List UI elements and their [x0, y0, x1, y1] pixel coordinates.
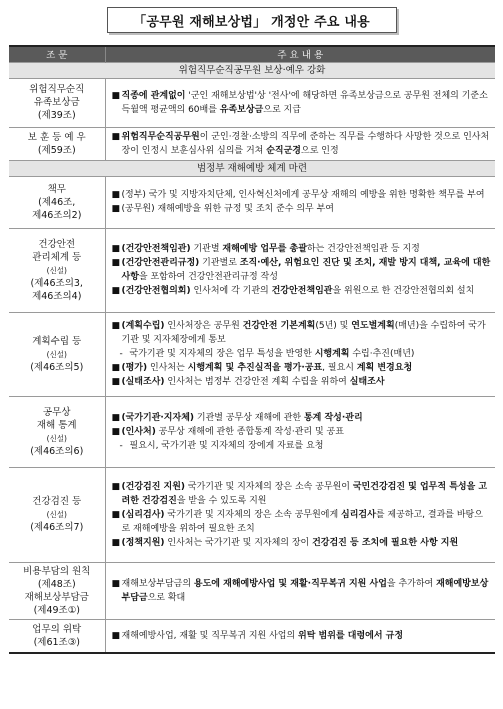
article-label-line: 보 훈 등 예 우 — [27, 131, 86, 143]
emphasis-text: 용도에 재해예방사업 및 재활·직무복귀 지원 사업 — [193, 578, 387, 589]
item-text — [122, 411, 492, 425]
square-bullet-icon: ■ — [111, 363, 121, 373]
plain-text: 을 포함하여 건강안전관리규정 작성 — [138, 272, 278, 282]
table-row — [9, 396, 495, 467]
table-row — [9, 228, 495, 312]
article-label-line: (제46조의3, — [30, 277, 83, 289]
bullet-item — [112, 629, 492, 643]
square-bullet-icon: ■ — [111, 578, 121, 589]
item-text — [122, 508, 492, 536]
plain-text: 공무상 재해에 관한 종합통계 작성·관리 및 공표 — [155, 426, 344, 437]
emphasis-text: 통계 작성·관리 — [303, 412, 363, 423]
emphasis-text: 건강검진 등 조치에 필요한 사항 지원 — [312, 537, 459, 548]
square-bullet-icon: ■ — [111, 204, 121, 214]
item-text — [122, 130, 492, 158]
emphasis-text: 계획 변경요청 — [356, 363, 413, 373]
article-label-line: (제39조) — [37, 110, 76, 121]
plain-text: (공무원) 재해예방을 위한 규정 및 조치 준수 의무 부여 — [121, 204, 334, 214]
article-cell — [9, 562, 105, 619]
article-label-line: (제46조의5) — [30, 361, 84, 373]
item-text — [122, 188, 492, 202]
emphasis-text: 재해예방보상부담금 — [121, 578, 489, 603]
article-label-line: 관리체계 등 — [32, 251, 82, 263]
emphasis-text: (건강안전책임관) — [121, 244, 191, 254]
article-label-line: 계획수립 등 — [32, 335, 82, 347]
article-label-line: (제49조①) — [33, 604, 80, 616]
emphasis-text: 위험직무순직공무원 — [121, 131, 200, 142]
article-label-line: 건강검진 등 — [32, 496, 82, 507]
plain-text: '군인 재해보상법'상 '전사'에 해당하면 유족보상금으로 공무원 전체의 기준소득월액 평균액의 60배를 — [121, 90, 488, 115]
content-cell — [105, 619, 495, 653]
article-cell — [9, 127, 105, 160]
square-bullet-icon: ■ — [111, 90, 121, 101]
content-cell — [105, 78, 495, 127]
square-bullet-icon: ■ — [111, 509, 121, 520]
header-content: 주 요 내 용 — [105, 46, 495, 62]
bullet-item — [112, 188, 492, 202]
item-text — [122, 425, 492, 439]
bullet-item — [112, 202, 492, 216]
table-row — [9, 467, 495, 562]
dash-marker: - — [119, 349, 123, 359]
content-cell — [105, 228, 495, 312]
square-bullet-icon: ■ — [111, 537, 121, 548]
article-cell — [9, 467, 105, 562]
plain-text: 국가기관 및 지자체의 장은 업무 특성을 반영한 — [129, 349, 315, 359]
article-label-line: 공무상 — [42, 406, 71, 418]
plain-text: 기관별 — [190, 244, 223, 254]
article-cell — [9, 228, 105, 312]
article-label-line: (제46조의7) — [30, 522, 84, 533]
plain-text: 으로 인정 — [301, 145, 339, 156]
bullet-item — [112, 284, 492, 298]
article-label-line: 제46조의2) — [32, 209, 82, 221]
emphasis-text: (심리검사) — [121, 509, 165, 520]
article-label-line: (신설) — [46, 433, 67, 443]
bullet-item — [112, 375, 492, 389]
plain-text: 국가기관 및 지자체의 장은 소속 공무원이 — [185, 481, 353, 492]
item-text — [122, 319, 492, 347]
square-bullet-icon: ■ — [111, 258, 121, 268]
emphasis-text: 실태조사 — [349, 377, 385, 387]
item-text — [122, 536, 492, 550]
square-bullet-icon: ■ — [111, 190, 121, 200]
article-cell — [9, 78, 105, 127]
item-text — [122, 361, 492, 375]
article-label-line: 비용부담의 원칙 — [23, 565, 91, 577]
table-body — [9, 62, 495, 653]
content-cell — [105, 312, 495, 396]
emphasis-text: 시행계획 및 추진실적을 평가·공표 — [187, 363, 323, 373]
item-text — [122, 242, 492, 256]
plain-text: 필요시, 국가기관 및 지자체의 장에게 자료를 요청 — [129, 440, 324, 451]
emphasis-text: (계획수립) — [121, 321, 165, 331]
article-label-line: (제46조, — [38, 196, 76, 208]
emphasis-text: 시행계획 — [314, 349, 350, 359]
table-header-row — [9, 46, 495, 62]
section-title: 위험직무순직공무원 보상·예우 강화 — [9, 62, 495, 78]
plain-text: (매년)을 수립하여 국가기관 및 지자체장에게 통보 — [121, 321, 486, 345]
article-label-line: 유족보상금 — [33, 97, 80, 108]
table-row — [9, 312, 495, 396]
plain-text: 재해예방사업, 재활 및 직무복귀 지원 사업의 — [121, 630, 299, 641]
article-label-line: (제61조③) — [33, 636, 80, 648]
bullet-item — [112, 536, 492, 550]
bullet-item — [112, 480, 492, 508]
article-label-line: (신설) — [46, 349, 67, 359]
article-label-line: 재해보상부담금 — [24, 591, 89, 603]
item-text — [122, 256, 492, 284]
plain-text: 인사처는 국가기관 및 지자체의 장이 — [164, 537, 313, 548]
square-bullet-icon: ■ — [111, 286, 121, 296]
article-label-line: (제46조의6) — [30, 445, 84, 457]
section-row — [9, 160, 495, 176]
plain-text: 을 추가하여 — [386, 578, 437, 589]
bullet-item — [112, 361, 492, 375]
article-label-line: 책무 — [47, 183, 66, 195]
article-label-line: (신설) — [46, 265, 67, 275]
table-row — [9, 127, 495, 160]
emphasis-text: (실태조사) — [121, 377, 165, 387]
article-label-line: (신설) — [46, 510, 67, 519]
content-cell — [105, 176, 495, 228]
plain-text: 으로 확대 — [147, 592, 186, 603]
article-label-line: 제46조의4) — [32, 290, 82, 302]
article-cell — [9, 176, 105, 228]
emphasis-text: 직종에 관계없이 — [121, 90, 186, 101]
item-text — [130, 439, 492, 453]
header-article: 조 문 — [9, 46, 105, 62]
article-label-line: 재해 통계 — [36, 419, 77, 431]
emphasis-text: (건강안전협의회) — [121, 286, 191, 296]
square-bullet-icon: ■ — [111, 244, 121, 254]
dash-marker: - — [119, 440, 123, 451]
item-text — [122, 89, 492, 117]
plain-text: 를 제공하고, 결과를 바탕으로 재해예방을 위하여 필요한 조치 — [121, 509, 483, 534]
article-cell — [9, 396, 105, 467]
emphasis-text: (국가기관·지자체) — [121, 412, 195, 423]
plain-text: 하는 건강안전책임관 등 지정 — [306, 244, 420, 254]
article-label-line: 업무의 위탁 — [32, 623, 82, 635]
table-row — [9, 176, 495, 228]
item-text — [122, 202, 492, 216]
plain-text: 수립·추진(매년) — [349, 349, 415, 359]
content-cell — [105, 396, 495, 467]
bullet-item — [112, 130, 492, 158]
plain-text: 을 위원으로 한 건강안전협의회 설치 — [332, 286, 475, 296]
table-row — [9, 78, 495, 127]
plain-text: 인사처는 — [147, 363, 188, 373]
square-bullet-icon: ■ — [111, 630, 121, 641]
square-bullet-icon: ■ — [111, 426, 121, 437]
bullet-item — [112, 319, 492, 347]
plain-text: 재해보상부담금의 — [121, 578, 194, 589]
document-title: 「공무원 재해보상법」 개정안 주요 내용 — [107, 7, 397, 33]
article-label-line: 위험직무순직 — [29, 84, 85, 95]
emphasis-text: (평가) — [121, 363, 148, 373]
plain-text: (5년) 및 — [315, 321, 352, 331]
table-row — [9, 619, 495, 653]
plain-text: 인사처에 각 기관의 — [190, 286, 272, 296]
table-row — [9, 562, 495, 619]
emphasis-text: (인사처) — [121, 426, 156, 437]
emphasis-text: 연도별계획 — [351, 321, 395, 331]
item-text — [122, 480, 492, 508]
item-text — [122, 577, 492, 605]
plain-text: 으로 지급 — [263, 104, 301, 115]
item-text — [122, 375, 492, 389]
bullet-item — [112, 577, 492, 605]
square-bullet-icon: ■ — [111, 131, 121, 142]
plain-text: 을 받을 수 있도록 지원 — [176, 495, 267, 506]
plain-text: 인사처는 범정부 건강안전 계획 수립을 위하여 — [164, 377, 350, 387]
sub-item — [112, 347, 492, 361]
article-label-line: 건강안전 — [38, 238, 76, 250]
article-cell — [9, 312, 105, 396]
plain-text: (정부) 국가 및 지방자치단체, 인사혁신처에게 공무상 재해의 예방을 위한 명확한 책무를 부여 — [121, 190, 485, 200]
plain-text: , 필요시 — [322, 363, 357, 373]
emphasis-text: (건강검진 지원) — [121, 481, 186, 492]
emphasis-text: 위탁 범위를 대령에서 규정 — [298, 630, 404, 641]
plain-text: 이 군인·경찰·소방의 직무에 준하는 직무를 수행하다 사망한 것으로 인사처장이 인정시 보훈심사위 심의를 거쳐 — [121, 131, 490, 156]
item-text — [122, 284, 492, 298]
emphasis-text: (건강안전관리규정) — [121, 258, 200, 268]
square-bullet-icon: ■ — [111, 377, 121, 387]
plain-text: 기관별 공무상 재해에 관한 — [194, 412, 304, 423]
plain-text: 국가기관 및 지자체의 장은 소속 공무원에게 — [164, 509, 342, 520]
content-cell — [105, 467, 495, 562]
article-cell — [9, 619, 105, 653]
emphasis-text: 국민건강검진 및 업무적 특성을 고려한 건강검진 — [121, 481, 488, 506]
emphasis-text: 재해예방 업무를 총괄 — [222, 244, 307, 254]
bullet-item — [112, 508, 492, 536]
emphasis-text: 순직군경 — [266, 145, 301, 156]
bullet-item — [112, 256, 492, 284]
item-text — [130, 347, 492, 361]
bullet-item — [112, 425, 492, 439]
content-cell — [105, 562, 495, 619]
square-bullet-icon: ■ — [111, 412, 121, 423]
plain-text: 인사처장은 공무원 — [164, 321, 243, 331]
emphasis-text: 심리검사 — [341, 509, 376, 520]
amendment-table — [9, 45, 495, 654]
article-label-line: (제59조) — [37, 144, 76, 156]
square-bullet-icon: ■ — [111, 321, 121, 331]
section-title: 범정부 재해예방 체계 마련 — [9, 160, 495, 176]
bullet-item — [112, 242, 492, 256]
emphasis-text: 건강안전 기본계획 — [242, 321, 316, 331]
emphasis-text: (정책지원) — [121, 537, 165, 548]
article-label-line: (제48조) — [37, 578, 76, 590]
content-cell — [105, 127, 495, 160]
item-text — [122, 629, 492, 643]
square-bullet-icon: ■ — [111, 481, 121, 492]
plain-text: 기관별로 — [199, 258, 240, 268]
bullet-item — [112, 411, 492, 425]
emphasis-text: 유족보상금 — [219, 104, 264, 115]
sub-item — [112, 439, 492, 453]
emphasis-text: 건강안전책임관 — [271, 286, 333, 296]
bullet-item — [112, 89, 492, 117]
emphasis-text: 조직·예산, 위험요인 진단 및 조치, 재발 방지 대책, 교육에 대한 사항 — [121, 258, 491, 282]
section-row — [9, 62, 495, 78]
